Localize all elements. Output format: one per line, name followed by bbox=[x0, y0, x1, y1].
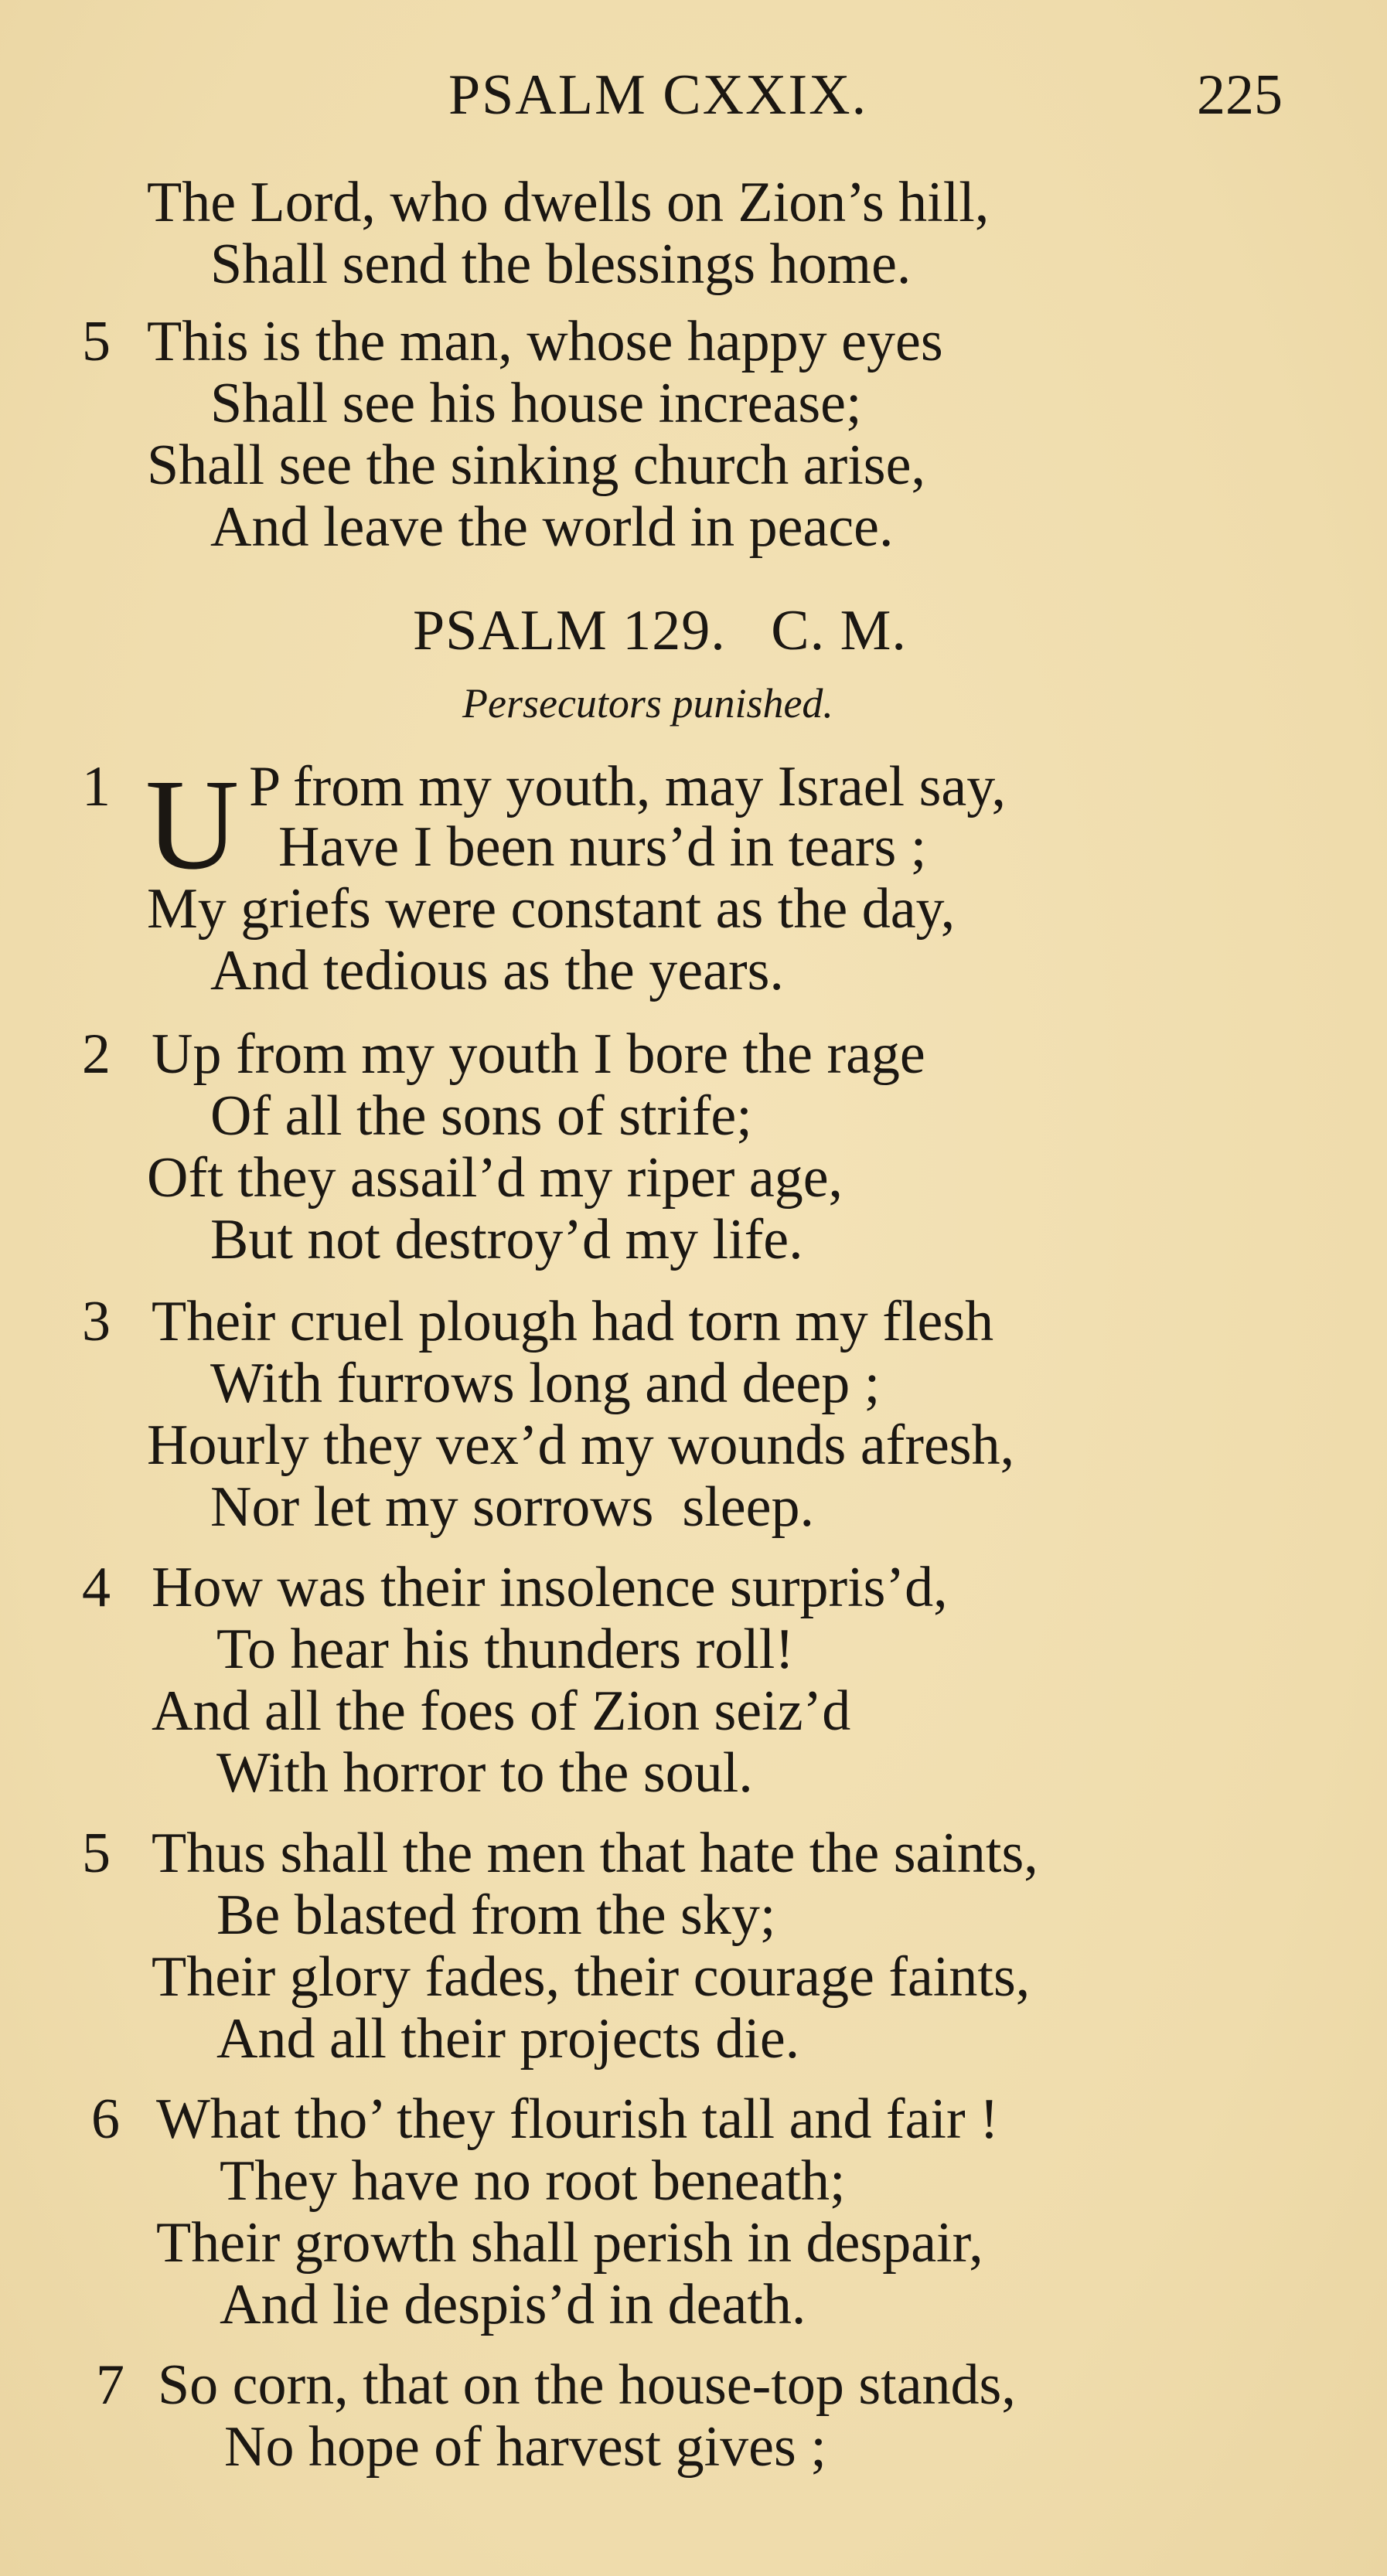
psalm-subtitle: Persecutors punished. bbox=[462, 680, 833, 727]
verse-line: Of all the sons of strife; bbox=[210, 1084, 752, 1148]
verse-line: P from my youth, may Israel say, bbox=[249, 755, 1006, 818]
running-title: PSALM CXXIX. bbox=[448, 63, 868, 127]
verse-line: Have I been nurs’d in tears ; bbox=[278, 815, 927, 879]
verse-line: To hear his thunders roll! bbox=[216, 1618, 794, 1681]
verse-line: Shall send the blessings home. bbox=[210, 233, 912, 296]
verse-line: And lie despis’d in death. bbox=[220, 2273, 806, 2336]
verse-line: And all the foes of Zion seiz’d bbox=[152, 1679, 851, 1743]
verse-line: With furrows long and deep ; bbox=[210, 1352, 881, 1415]
verse-line: They have no root beneath; bbox=[220, 2149, 846, 2213]
verse-line: Shall see the sinking church arise, bbox=[147, 434, 925, 497]
verse-line: The Lord, who dwells on Zion’s hill, bbox=[147, 171, 990, 234]
verse-line: Oft they assail’d my riper age, bbox=[147, 1146, 843, 1210]
verse-line: Thus shall the men that hate the saints, bbox=[152, 1822, 1038, 1885]
page-number: 225 bbox=[1197, 63, 1283, 127]
verse-line: Their growth shall perish in despair, bbox=[156, 2211, 983, 2275]
verse-line: Their glory fades, their courage faints, bbox=[152, 1945, 1031, 2009]
stanza-number: 1 bbox=[82, 755, 111, 818]
stanza-number: 7 bbox=[96, 2353, 124, 2417]
verse-line: What tho’ they flourish tall and fair ! bbox=[156, 2088, 999, 2151]
verse-line: Shall see his house increase; bbox=[210, 372, 862, 435]
verse-line: This is the man, whose happy eyes bbox=[147, 310, 943, 373]
stanza-number: 4 bbox=[82, 1556, 111, 1619]
verse-line: And leave the world in peace. bbox=[210, 495, 894, 559]
verse-line: And tedious as the years. bbox=[210, 939, 784, 1002]
stanza-number: 5 bbox=[82, 1822, 111, 1885]
drop-cap: U bbox=[145, 753, 240, 897]
verse-line: Their cruel plough had torn my flesh bbox=[152, 1290, 994, 1353]
verse-line: Up from my youth I bore the rage bbox=[152, 1023, 925, 1086]
stanza-number: 2 bbox=[82, 1023, 111, 1086]
verse-line: And all their projects die. bbox=[216, 2007, 800, 2071]
verse-line: No hope of harvest gives ; bbox=[224, 2415, 826, 2479]
verse-line: Hourly they vex’d my wounds afresh, bbox=[147, 1414, 1015, 1477]
running-head bbox=[0, 60, 1387, 130]
verse-line: With horror to the soul. bbox=[216, 1741, 753, 1805]
stanza-number: 3 bbox=[82, 1290, 111, 1353]
stanza-number: 6 bbox=[91, 2088, 120, 2151]
verse-line: But not destroy’d my life. bbox=[210, 1208, 803, 1271]
psalm-title: PSALM 129. C. M. bbox=[413, 599, 907, 662]
verse-line: My griefs were constant as the day, bbox=[147, 877, 956, 941]
verse-line: Be blasted from the sky; bbox=[216, 1884, 776, 1947]
verse-line: How was their insolence surpris’d, bbox=[152, 1556, 948, 1619]
verse-line: So corn, that on the house-top stands, bbox=[158, 2353, 1016, 2417]
stanza-number: 5 bbox=[82, 310, 111, 373]
verse-line: Nor let my sorrows sleep. bbox=[210, 1475, 814, 1539]
